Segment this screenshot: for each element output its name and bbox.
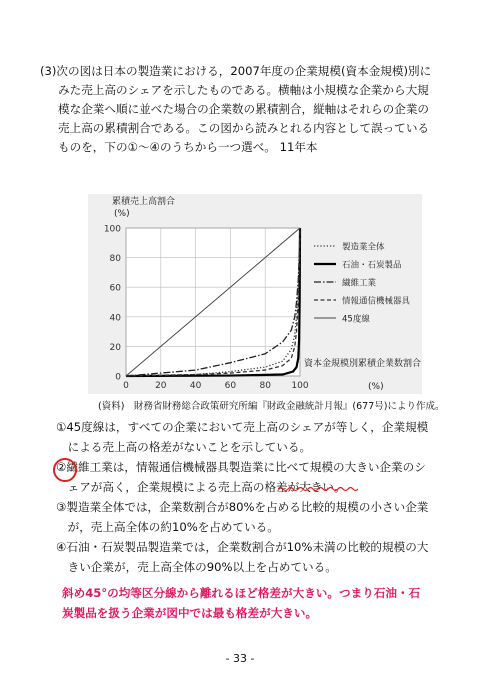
x-axis-unit: (%) bbox=[368, 382, 384, 392]
option-line: ①45度線は，すべての企業において売上高のシェアが等しく，企業規模 bbox=[56, 420, 429, 434]
option-line: による売上高の格差がないことを示している。 bbox=[56, 440, 312, 454]
y-tick-label: 40 bbox=[109, 313, 121, 324]
y-axis-label: 累積売上高割合 bbox=[112, 197, 176, 207]
lorenz-chart bbox=[88, 194, 422, 394]
source-note: (資料) 財務省財務総合政策研究所編『財政金融統計月報』(677号)により作成。 bbox=[98, 401, 445, 412]
x-tick-label: 80 bbox=[259, 381, 271, 391]
y-tick-label: 80 bbox=[109, 254, 121, 265]
x-tick-label: 100 bbox=[291, 381, 309, 391]
option-line: ②繊維工業は，情報通信機械器具製造業に比べて規模の大きい企業のシ bbox=[56, 460, 426, 474]
x-axis-label: 資本金規模別累積企業数割合 bbox=[304, 359, 422, 369]
note-line: 炭製品を扱う企業が図中では最も格差が大きい。 bbox=[62, 606, 318, 620]
x-tick-label: 40 bbox=[189, 381, 202, 391]
legend-label-3: 情報通信機械器具 bbox=[342, 296, 411, 307]
x-tick-label: 20 bbox=[155, 381, 167, 391]
question-line: ものを，下の①～④のうちから一つ選べ。 11年本 bbox=[58, 140, 318, 154]
legend-label-4: 45度線 bbox=[342, 314, 370, 325]
question-line: 売上高の累積割合である。この図から読みとれる内容として誤っている bbox=[58, 121, 430, 135]
legend-label-1: 石油・石炭製品 bbox=[342, 260, 402, 271]
legend-label-2: 繊維工業 bbox=[342, 278, 377, 289]
option-line: ④石油・石炭製品製造業では，企業数割合が10%未満の比較的規模の大 bbox=[56, 540, 429, 554]
note-line: 斜め45°の均等区分線から離れるほど格差が大きい。つまり石油・石 bbox=[62, 586, 421, 600]
y-tick-label: 100 bbox=[103, 224, 121, 235]
question-line: 模な企業へ順に並べた場合の企業数の累積割合，縦軸はそれらの企業の bbox=[58, 102, 430, 116]
answer-circle-mark bbox=[53, 458, 77, 482]
chart-canvas bbox=[88, 194, 422, 394]
option-line: ェアが高く，企業規模による売上高の格差が大きい。 bbox=[56, 480, 346, 494]
y-axis-unit: (%) bbox=[114, 209, 130, 219]
option-line: が，売上高全体の約10%を占めている。 bbox=[56, 520, 279, 534]
option-line: きい企業が，売上高全体の90%以上を占めている。 bbox=[56, 560, 337, 574]
page-number: - 33 - bbox=[225, 652, 255, 665]
question-line: みた売上高のシェアを示したものである。横軸は小規模な企業から大規 bbox=[58, 83, 429, 97]
y-tick-label: 0 bbox=[115, 372, 121, 383]
y-tick-label: 20 bbox=[109, 342, 121, 353]
option-line: ③製造業全体では，企業数割合が80%を占める比較的規模の小さい企業 bbox=[56, 500, 429, 514]
legend-label-0: 製造業全体 bbox=[342, 242, 385, 253]
question-line: (3)次の図は日本の製造業における，2007年度の企業規模(資本金規模)別に bbox=[40, 64, 432, 78]
x-tick-label: 0 bbox=[123, 381, 129, 391]
wavy-underline-mark bbox=[278, 486, 358, 492]
x-tick-label: 60 bbox=[224, 381, 237, 391]
y-tick-label: 60 bbox=[109, 283, 121, 294]
